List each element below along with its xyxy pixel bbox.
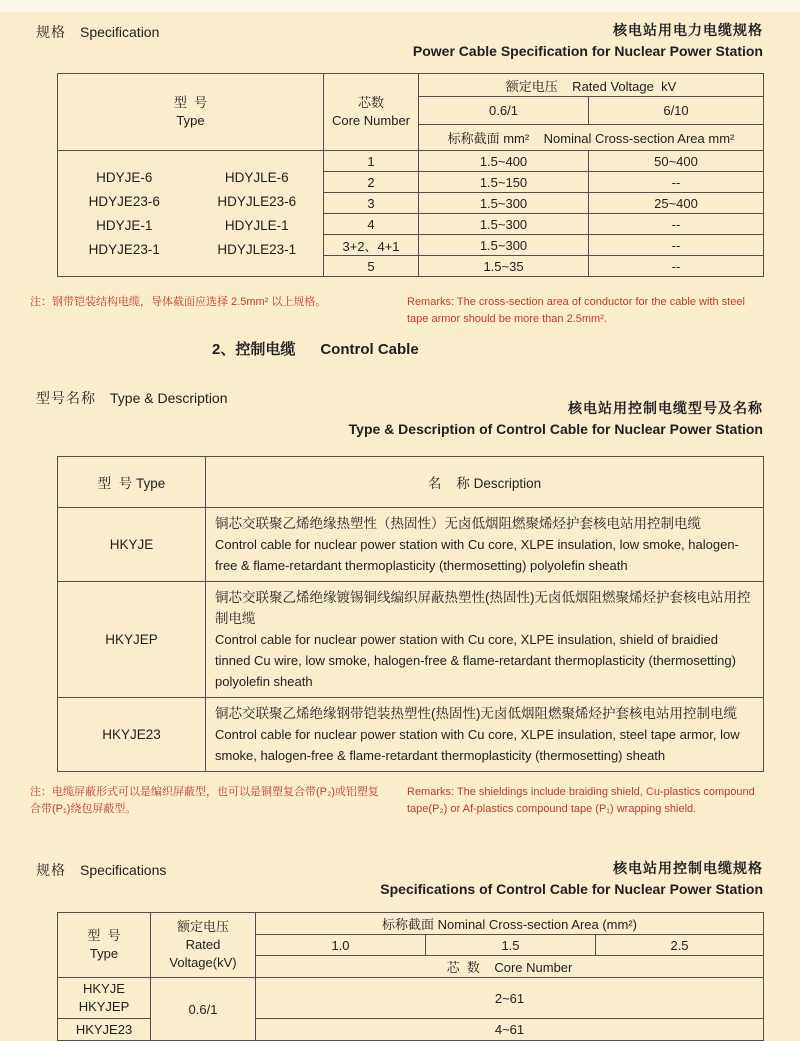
t2-type-name: HKYJE xyxy=(58,508,206,582)
control-cable-heading: 2、控制电缆 Control Cable xyxy=(212,341,419,358)
t3-header-voltage xyxy=(151,913,256,978)
section3-label xyxy=(36,858,166,880)
section2-title xyxy=(349,398,763,437)
section1-label-zh: 规格 xyxy=(36,24,66,40)
t1-core-value: 3 xyxy=(324,193,419,214)
t1-high-value: -- xyxy=(589,172,764,193)
table2-note-zh: 注：电缆屏蔽形式可以是编织屏蔽型，也可以是铜塑复合带(P₂)或铝塑复合带(P₁)绕包屏蔽型。 xyxy=(30,786,379,815)
t1-core-value: 2 xyxy=(324,172,419,193)
t2-header-type: 型 号 Type xyxy=(58,457,206,508)
t3-type-name: HKYJEP xyxy=(78,999,130,1014)
t3-size-1: 1.0 xyxy=(256,935,426,956)
t2-type-name: HKYJE23 xyxy=(58,698,206,772)
t2-description-zh: 铜芯交联聚乙烯绝缘热塑性（热固性）无卤低烟阻燃聚烯烃护套核电站用控制电缆 xyxy=(215,516,701,531)
t3-header-voltage-zh: 额定电压 xyxy=(176,919,229,934)
table2-note-en: Remarks: The shieldings include braiding shield, Cu-plastics compound tape(P₂) or Af-plastics compound tape (P₁) wrapping shield. xyxy=(407,786,755,815)
t1-header-core-zh: 芯数 xyxy=(357,95,384,110)
t1-header-cross-section: 标称截面 mm² Nominal Cross-section Area mm² xyxy=(419,125,764,151)
t1-high-value: -- xyxy=(589,214,764,235)
t1-header-core-en: Core Number xyxy=(331,113,411,128)
section3-title-en: Specifications of Control Cable for Nuclear Power Station xyxy=(380,881,763,897)
t1-header-voltage: 额定电压 Rated Voltage kV xyxy=(419,74,764,97)
t1-type-name: HDYJLE23-1 xyxy=(217,242,297,257)
section1-title-en: Power Cable Specification for Nuclear Power Station xyxy=(412,43,763,59)
t3-header-voltage-en1: Rated xyxy=(185,937,221,952)
section2-label-zh: 型号名称 xyxy=(36,390,96,406)
t2-type-name: HKYJEP xyxy=(58,582,206,698)
table1-note-zh: 注：钢带铠装结构电缆，导体截面应选择 2.5mm² 以上规格。 xyxy=(30,296,327,308)
t1-type-name: HDYJLE-1 xyxy=(224,218,289,233)
page-top-strip xyxy=(0,0,800,12)
t2-description-cell xyxy=(206,582,764,698)
t2-description-zh: 铜芯交联聚乙烯绝缘镀锡铜线编织屏蔽热塑性(热固性)无卤低烟阻燃聚烯烃护套核电站用控制电缆 xyxy=(215,590,751,626)
t3-size-2: 1.5 xyxy=(426,935,596,956)
t2-description-en: Control cable for nuclear power station with Cu core, XLPE insulation, steel tape armor, low smoke, halogen-free & flame-retardant thermoplasticity (thermosetting) sheath xyxy=(215,727,740,763)
section3-header xyxy=(0,858,800,897)
t1-type-name: HDYJE23-1 xyxy=(88,242,160,257)
t2-header-desc: 名 称 Description xyxy=(206,457,764,508)
t1-header-core xyxy=(324,74,419,151)
t1-core-value: 3+2、4+1 xyxy=(324,235,419,256)
t1-type-list-cell xyxy=(58,151,324,277)
table2-notes xyxy=(0,784,800,818)
section1-label-en: Specification xyxy=(80,24,160,40)
table1-notes xyxy=(0,294,800,328)
t3-header-type-zh: 型 号 xyxy=(87,928,121,943)
t3-type-name: HKYJE xyxy=(83,981,125,996)
t1-low-value: 1.5~35 xyxy=(419,256,589,277)
t1-high-value: -- xyxy=(589,256,764,277)
t1-low-value: 1.5~400 xyxy=(419,151,589,172)
t3-voltage-value: 0.6/1 xyxy=(151,978,256,1041)
t1-header-voltage-low: 0.6/1 xyxy=(419,97,589,125)
section3-label-zh: 规格 xyxy=(36,862,66,878)
t3-header-type-en: Type xyxy=(89,946,119,961)
t1-high-value: -- xyxy=(589,235,764,256)
t1-low-value: 1.5~300 xyxy=(419,235,589,256)
control-cable-type-table xyxy=(57,456,764,772)
section2-title-en: Type & Description of Control Cable for Nuclear Power Station xyxy=(348,421,763,437)
t1-type-name: HDYJE-1 xyxy=(96,218,153,233)
t1-type-name: HDYJLE23-6 xyxy=(217,194,297,209)
t1-type-name: HDYJLE-6 xyxy=(224,170,289,185)
t1-high-value: 25~400 xyxy=(589,193,764,214)
t1-header-voltage-high: 6/10 xyxy=(589,97,764,125)
t1-type-name: HDYJE23-6 xyxy=(88,194,160,209)
t2-description-en: Control cable for nuclear power station with Cu core, XLPE insulation, shield of braidied tinned Cu wire, low smoke, halogen-free & flame-retardant thermoplasticity (thermosetting) polyolefin sheath xyxy=(215,632,736,689)
t1-header-type-en: Type xyxy=(176,113,205,128)
t2-description-en: Control cable for nuclear power station with Cu core, XLPE insulation, low smoke, halogen-free & flame-retardant thermoplasticity (thermosetting) polyolefin sheath xyxy=(215,537,739,573)
t3-size-3: 2.5 xyxy=(596,935,764,956)
section2-title-zh: 核电站用控制电缆型号及名称 xyxy=(568,400,763,416)
t2-description-zh: 铜芯交联聚乙烯绝缘钢带铠装热塑性(热固性)无卤低烟阻燃聚烯烃护套核电站用控制电缆 xyxy=(215,706,737,721)
t1-core-value: 1 xyxy=(324,151,419,172)
t3-core-range: 4~61 xyxy=(256,1019,764,1041)
section1-label xyxy=(36,20,159,42)
t3-header-core: 芯 数 Core Number xyxy=(256,956,764,978)
t3-header-type xyxy=(58,913,151,978)
section2-header xyxy=(0,386,800,437)
t1-low-value: 1.5~300 xyxy=(419,214,589,235)
t1-type-name: HDYJE-6 xyxy=(96,170,153,185)
control-cable-spec-table xyxy=(57,912,764,1041)
t1-header-type xyxy=(58,74,324,151)
t1-low-value: 1.5~300 xyxy=(419,193,589,214)
section2-label-en: Type & Description xyxy=(110,390,228,406)
power-cable-spec-table xyxy=(57,73,764,277)
section3-title-zh: 核电站用控制电缆规格 xyxy=(613,860,763,876)
section3-label-en: Specifications xyxy=(80,862,167,878)
t3-type-name: HKYJE23 xyxy=(58,1019,151,1041)
section1-header xyxy=(0,12,800,59)
table1-note-en: Remarks: The cross-section area of conductor for the cable with steel tape armor should be more than 2.5mm². xyxy=(407,296,745,325)
t2-description-cell xyxy=(206,698,764,772)
t1-header-type-zh: 型 号 xyxy=(173,95,208,110)
t1-low-value: 1.5~150 xyxy=(419,172,589,193)
section2-label xyxy=(36,386,228,408)
section1-title-zh: 核电站用电力电缆规格 xyxy=(613,22,763,38)
t1-type-list xyxy=(58,170,323,257)
t1-core-value: 5 xyxy=(324,256,419,277)
t1-high-value: 50~400 xyxy=(589,151,764,172)
t1-core-value: 4 xyxy=(324,214,419,235)
t2-description-cell xyxy=(206,508,764,582)
section3-title xyxy=(380,858,763,897)
t3-core-range: 2~61 xyxy=(256,978,764,1019)
t3-header-voltage-en2: Voltage(kV) xyxy=(169,955,237,970)
t3-header-cross-section: 标称截面 Nominal Cross-section Area (mm²) xyxy=(256,913,764,935)
section1-title xyxy=(413,20,763,59)
t3-type-cell xyxy=(58,978,151,1019)
